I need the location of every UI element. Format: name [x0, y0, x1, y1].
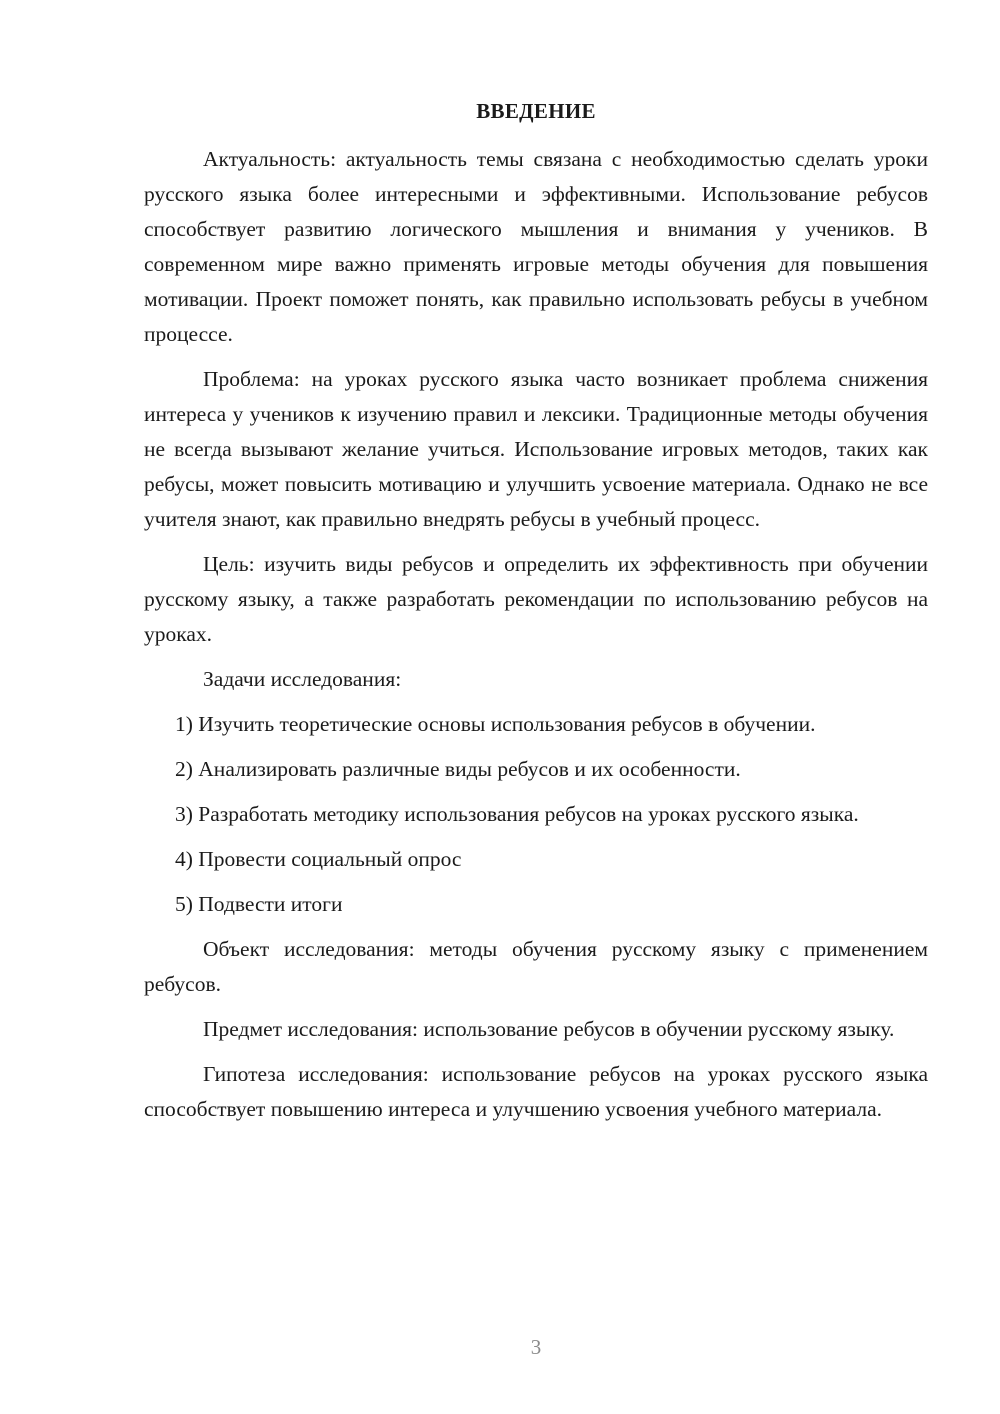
relevance-paragraph: Актуальность: актуальность темы связана с необходимостью сделать уроки русского языка более интересными и эффективными. Использование ребусов способствует развитию логического мышления и внимания у учеников. В современном мире важно применять игровые методы обучения для повышения мотивации. Проект поможет понять, как правильно использовать ребусы в учебном процессе.	[144, 147, 928, 346]
task-item-1: 1) Изучить теоретические основы использования ребусов в обучении.	[175, 712, 816, 736]
task-item-5: 5) Подвести итоги	[175, 892, 343, 916]
problem-paragraph: Проблема: на уроках русского языка часто возникает проблема снижения интереса у учеников к изучению правил и лексики. Традиционные методы обучения не всегда вызывают желание учиться. Использование игровых методов, таких как ребусы, может повысить мотивацию и улучшить усвоение материала. Однако не все учителя знают, как правильно внедрять ребусы в учебный процесс.	[144, 367, 928, 531]
page-number: 3	[530, 1335, 542, 1359]
subject-paragraph: Предмет исследования: использование ребусов в обучении русскому языку.	[203, 1017, 895, 1041]
task-item-3: 3) Разработать методику использования ребусов на уроках русского языка.	[175, 802, 859, 826]
goal-paragraph: Цель: изучить виды ребусов и определить их эффективность при обучении русскому языку, а также разработать рекомендации по использованию ребусов на уроках.	[144, 552, 928, 646]
task-item-2: 2) Анализировать различные виды ребусов и их особенности.	[175, 757, 741, 781]
hypothesis-paragraph: Гипотеза исследования: использование ребусов на уроках русского языка способствует повышению интереса и улучшению усвоения учебного материала.	[144, 1062, 928, 1121]
page-heading: ВВЕДЕНИЕ	[476, 99, 596, 123]
body-text	[144, 142, 928, 1137]
object-paragraph: Объект исследования: методы обучения русскому языку с применением ребусов.	[144, 937, 928, 996]
tasks-heading: Задачи исследования:	[203, 667, 402, 691]
task-item-4: 4) Провести социальный опрос	[175, 847, 462, 871]
